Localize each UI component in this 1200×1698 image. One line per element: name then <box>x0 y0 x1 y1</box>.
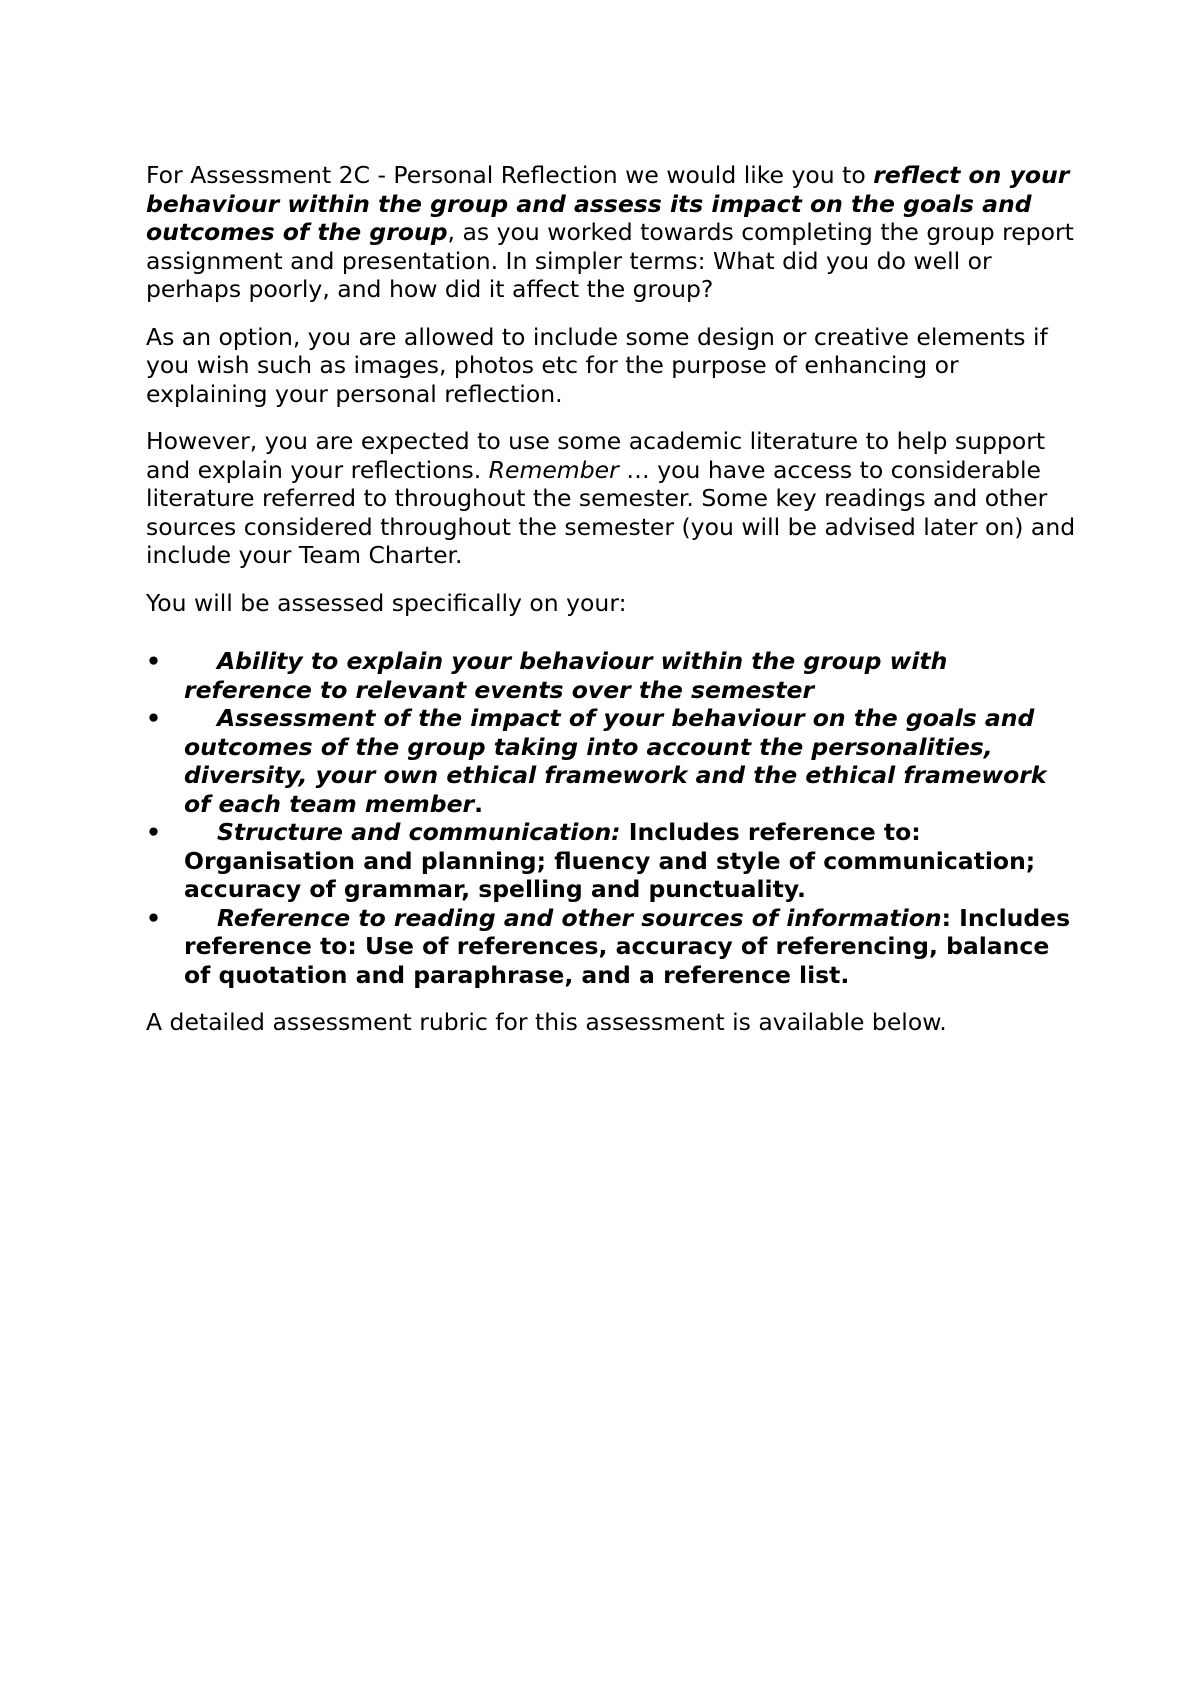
bullet-marker: • <box>146 818 162 846</box>
criteria-list <box>146 647 1076 989</box>
closing-paragraph: A detailed assessment rubric for this assessment is available below. <box>146 1008 947 1036</box>
criteria-item-title: Ability to explain your behaviour within the group with reference to relevant events over the semester <box>184 647 948 704</box>
criteria-item <box>146 704 1076 818</box>
bullet-marker: • <box>146 647 162 675</box>
criteria-item-detail: . <box>474 789 484 818</box>
criteria-intro: You will be assessed specifically on your: <box>146 588 627 617</box>
literature-text-end: … you have access to considerable literature referred to throughout the semester. Some key readings and other sources considered throughout the semester (you will be advised later on) and include your Team Charter. <box>146 455 1076 569</box>
intro-paragraph-3 <box>146 427 1076 570</box>
literature-text-start: However, you are expected to use some academic literature to help support and explain your reflections. <box>146 427 1046 484</box>
criteria-item <box>146 818 1076 904</box>
intro-text-end: , as you worked towards completing the group report assignment and presentation. In simpler terms: What did you do well or perhaps poorly, and how did it affect the group? <box>146 218 1074 303</box>
remember-emphasis: Remember <box>488 455 619 484</box>
intro-paragraph-1 <box>146 161 1076 304</box>
criteria-item-title: Assessment of the impact of your behaviour on the goals and outcomes of the group taking into account the personalities, diversity, your own ethical framework and the ethical framework of each team member <box>184 704 1047 818</box>
intro-emphasis: reflect on your behaviour within the group and assess its impact on the goals and outcomes of the group <box>146 161 1070 246</box>
criteria-item-title: Structure and communication: <box>217 818 621 846</box>
criteria-item-detail: : Includes reference to: Use of references, accuracy of referencing, balance of quotation and paraphrase, and a reference list. <box>184 903 1071 989</box>
criteria-item-title: Reference to reading and other sources of information <box>217 903 942 932</box>
document-body <box>146 161 1076 1056</box>
bullet-marker: • <box>146 903 162 932</box>
criteria-item <box>146 647 1076 704</box>
intro-text-start: For Assessment 2C - Personal Reflection we would like you to <box>146 161 874 189</box>
criteria-item-detail: Includes reference to: Organisation and planning; fluency and style of communication; accuracy of grammar, spelling and punctuality. <box>184 818 1036 903</box>
intro-paragraph-2: As an option, you are allowed to include some design or creative elements if you wish such as images, photos etc for the purpose of enhancing or explaining your personal reflection. <box>146 322 1048 408</box>
bullet-marker: • <box>146 704 162 732</box>
criteria-item <box>146 904 1076 990</box>
